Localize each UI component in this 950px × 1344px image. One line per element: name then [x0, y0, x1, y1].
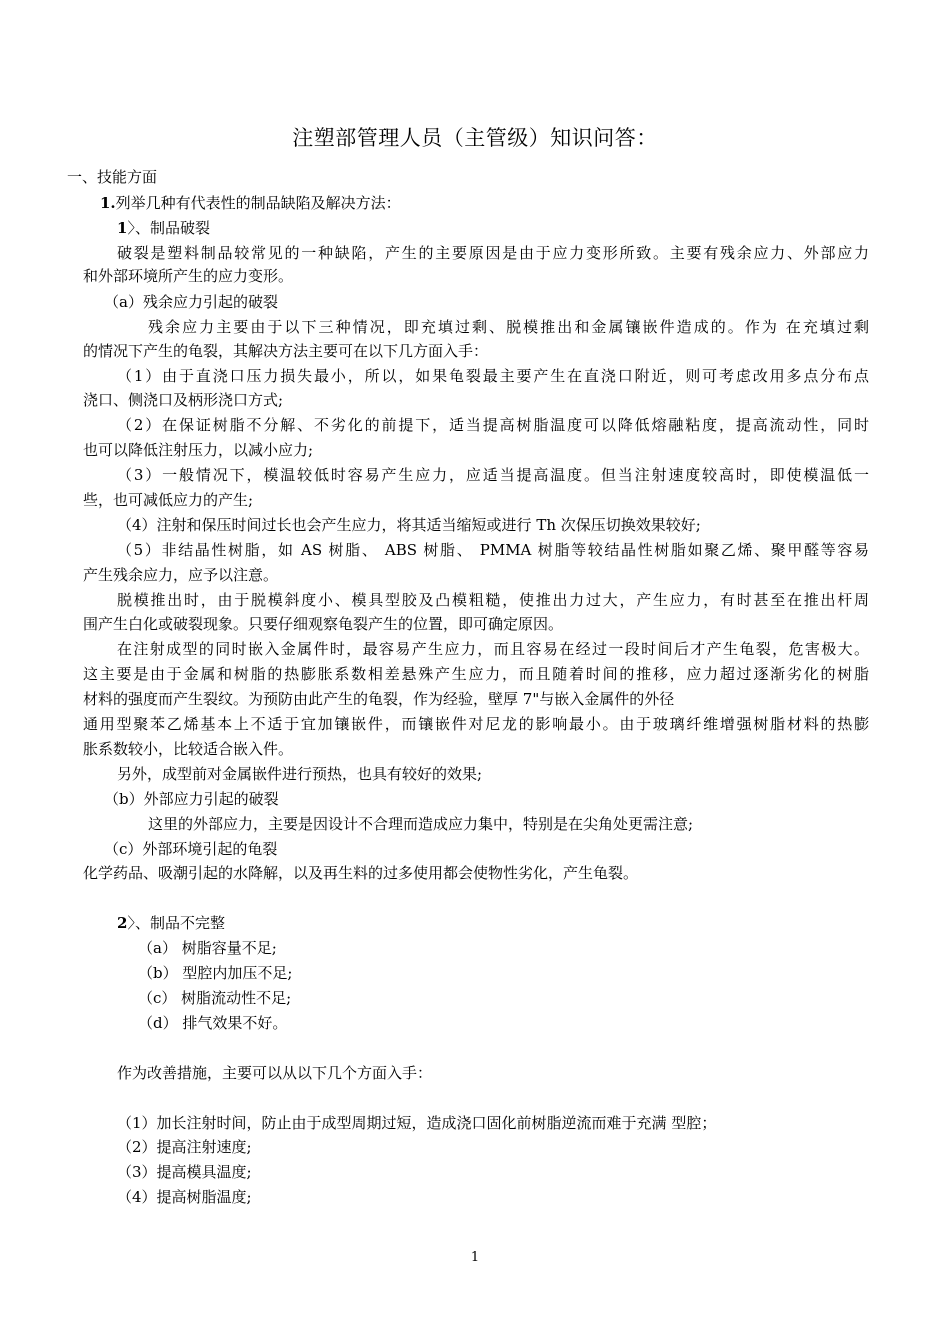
subsection-number: 2 [117, 914, 128, 932]
subsection-text: 〉、制品不完整 [127, 914, 225, 932]
subsection-heading-2 [117, 913, 225, 933]
paragraph-line: 脱模推出时，由于脱模斜度小、模具型胶及凸模粗糙，使推出力过大，产生应力，有时甚至在推出杆周 [117, 591, 869, 609]
paragraph-line: 作为改善措施，主要可以从以下几个方面入手： [117, 1064, 433, 1082]
list-item: （d） 排气效果不好。 [138, 1014, 288, 1032]
paragraph-line: 的情况下产生的龟裂，其解决方法主要可在以下几方面入手： [83, 342, 489, 360]
section-heading: 一、技能方面 [67, 168, 158, 186]
question-heading [100, 193, 401, 213]
paragraph-line: 这里的外部应力，主要是因设计不合理而造成应力集中，特别是在尖角处更需注意; [148, 815, 694, 833]
subsection-number: 1 [117, 219, 128, 237]
page-title: 注塑部管理人员（主管级）知识问答： [292, 126, 658, 150]
list-item: （5）非结晶性树脂，如 AS 树脂、 ABS 树脂、 PMMA 树脂等较结晶性树脂如聚乙烯、聚甲醛等容易 [117, 541, 869, 559]
paragraph-line: 残余应力主要由于以下三种情况，即充填过剩、脱模推出和金属镶嵌件造成的。作为 在充填过剩 [148, 318, 869, 336]
item-heading-c: （c）外部环境引起的龟裂 [104, 840, 278, 858]
list-item: （1）加长注射时间，防止由于成型周期过短，造成浇口固化前树脂逆流而难于充满 型腔； [117, 1114, 717, 1132]
list-item: （4）注射和保压时间过长也会产生应力，将其适当缩短或进行 Th 次保压切换效果较好; [117, 516, 701, 534]
paragraph-line: 这主要是由于金属和树脂的热膨胀系数相差悬殊产生应力，而且随着时间的推移，应力超过逐渐劣化的树脂 [83, 665, 869, 683]
paragraph-line: 围产生白化或破裂现象。只要仔细观察龟裂产生的位置，即可确定原因。 [83, 615, 564, 633]
list-item: （2）在保证树脂不分解、不劣化的前提下，适当提高树脂温度可以降低熔融粘度，提高流动性，同时 [117, 416, 869, 434]
paragraph-line: 和外部环境所产生的应力变形。 [83, 267, 294, 285]
paragraph-line: 胀系数较小，比较适合嵌入件。 [83, 740, 294, 758]
list-item: （4）提高树脂温度; [117, 1188, 252, 1206]
list-item: 浇口、侧浇口及柄形浇口方式; [83, 391, 284, 409]
question-text: 列举几种有代表性的制品缺陷及解决方法： [115, 194, 401, 212]
item-heading-a: （a）残余应力引起的破裂 [104, 293, 278, 311]
list-item: （b） 型腔内加压不足; [138, 964, 293, 982]
list-item: 产生残余应力，应予以注意。 [83, 566, 279, 584]
item-heading-b: （b）外部应力引起的破裂 [104, 790, 279, 808]
paragraph-line: 化学药品、吸潮引起的水降解，以及再生料的过多使用都会使物性劣化，产生龟裂。 [83, 864, 639, 882]
list-item: （1）由于直浇口压力损失最小，所以，如果龟裂最主要产生在直浇口附近，则可考虑改用多点分布点 [117, 367, 869, 385]
subsection-heading-1 [117, 218, 210, 238]
list-item: 些，也可减低应力的产生; [83, 491, 254, 509]
paragraph-line: 在注射成型的同时嵌入金属件时，最容易产生应力，而且容易在经过一段时间后才产生龟裂，危害极大。 [117, 640, 869, 658]
paragraph-line: 通用型聚苯乙烯基本上不适于宜加镶嵌件，而镶嵌件对尼龙的影响最小。由于玻璃纤维增强树脂材料的热膨 [83, 715, 869, 733]
list-item: （a） 树脂容量不足; [138, 939, 277, 957]
list-item: 也可以降低注射压力，以减小应力; [83, 441, 314, 459]
list-item: （c） 树脂流动性不足; [138, 989, 292, 1007]
page-number: 1 [470, 1250, 480, 1265]
list-item: （2）提高注射速度; [117, 1138, 252, 1156]
question-number: 1. [100, 194, 116, 212]
list-item: （3）一般情况下，模温较低时容易产生应力，应适当提高温度。但当注射速度较高时，即使模温低一 [117, 466, 869, 484]
paragraph-line: 另外，成型前对金属嵌件进行预热，也具有较好的效果; [117, 765, 483, 783]
paragraph-line: 破裂是塑料制品较常见的一种缺陷，产生的主要原因是由于应力变形所致。主要有残余应力、外部应力 [117, 244, 869, 262]
list-item: （3）提高模具温度; [117, 1163, 252, 1181]
subsection-text: 〉、制品破裂 [127, 219, 210, 237]
paragraph-line: 材料的强度而产生裂纹。为预防由此产生的龟裂，作为经验，壁厚 7"与嵌入金属件的外径 [83, 690, 675, 708]
